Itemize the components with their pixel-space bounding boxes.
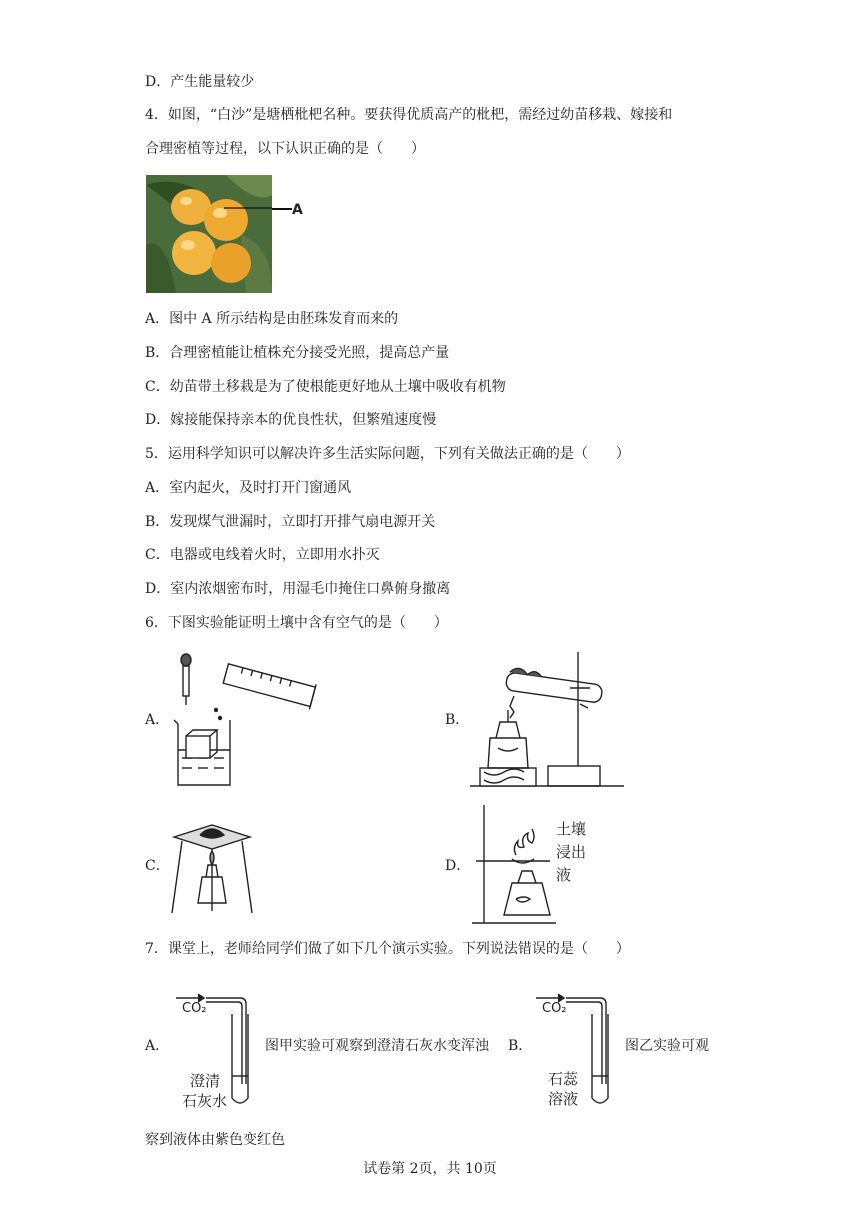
q6-d-label-line3: 液 xyxy=(556,866,572,884)
q4-option-b: B．合理密植能让植株充分接受光照，提高总产量 xyxy=(145,345,450,361)
q6-figure-a-beaker xyxy=(168,650,318,790)
q5-option-b: B．发现煤气泄漏时，立即打开排气扇电源开关 xyxy=(145,514,436,530)
q7-option-b-continuation: 察到液体由紫色变红色 xyxy=(145,1132,285,1148)
q6-figure-c-tripod xyxy=(170,823,254,915)
q6-option-b-label: B． xyxy=(445,712,470,728)
q3-option-d: D．产生能量较少 xyxy=(145,74,255,90)
q6-figure-b-heating xyxy=(470,648,630,790)
q6-option-c-label: C． xyxy=(145,858,170,874)
q5-option-c: C．电器或电线着火时，立即用水扑灭 xyxy=(145,547,380,563)
q6-option-a-label: A． xyxy=(145,712,170,728)
label-pointer-line xyxy=(272,208,292,210)
q4-option-a: A．图中 A 所示结构是由胚珠发育而来的 xyxy=(145,311,399,327)
loquat-photo xyxy=(146,175,272,293)
q7-stem: 7．课堂上，老师给同学们做了如下几个演示实验。下列说法错误的是（ ） xyxy=(145,941,630,957)
q7-a-liquid-line2: 石灰水 xyxy=(182,1092,228,1110)
q6-option-d-label: D． xyxy=(445,858,471,874)
q7-b-gas-label: CO₂ xyxy=(542,1001,567,1016)
q6-stem: 6．下图实验能证明土壤中含有空气的是（ ） xyxy=(145,615,448,631)
q7-a-gas-label: CO₂ xyxy=(182,1001,207,1016)
q7-b-liquid-line1: 石蕊 xyxy=(548,1070,579,1088)
q4-option-d: D．嫁接能保持亲本的优良性状，但繁殖速度慢 xyxy=(145,412,437,428)
q6-figure-d-evaporating xyxy=(472,803,562,927)
q4-stem-line1: 4．如图，“白沙”是塘栖枇杷名种。要获得优质高产的枇杷，需经过幼苗移栽、嫁接和 xyxy=(145,107,673,123)
q7-option-a-label: A． xyxy=(145,1038,170,1054)
q6-d-label-line2: 浸出 xyxy=(556,843,587,861)
figure-label-a: A xyxy=(292,202,303,218)
q7-b-liquid-line2: 溶液 xyxy=(548,1090,579,1108)
q7-a-liquid-line1: 澄清 xyxy=(190,1072,221,1090)
q7-option-b-text: 图乙实验可观 xyxy=(625,1038,709,1054)
q4-option-c: C．幼苗带土移栽是为了使根能更好地从土壤中吸收有机物 xyxy=(145,379,506,395)
q6-d-label-line1: 土壤 xyxy=(556,820,587,838)
q5-option-d: D．室内浓烟密布时，用湿毛巾掩住口鼻俯身撤离 xyxy=(145,581,451,597)
page-footer: 试卷第 2页，共 10页 xyxy=(363,1161,497,1177)
q5-option-a: A．室内起火，及时打开门窗通风 xyxy=(145,480,352,496)
q7-option-b-label: B． xyxy=(508,1038,533,1054)
q5-stem: 5．运用科学知识可以解决许多生活实际问题，下列有关做法正确的是（ ） xyxy=(145,446,630,462)
q7-option-a-text: 图甲实验可观察到澄清石灰水变浑浊 xyxy=(265,1038,489,1054)
q4-stem-line2: 合理密植等过程，以下认识正确的是（ ） xyxy=(145,141,425,157)
